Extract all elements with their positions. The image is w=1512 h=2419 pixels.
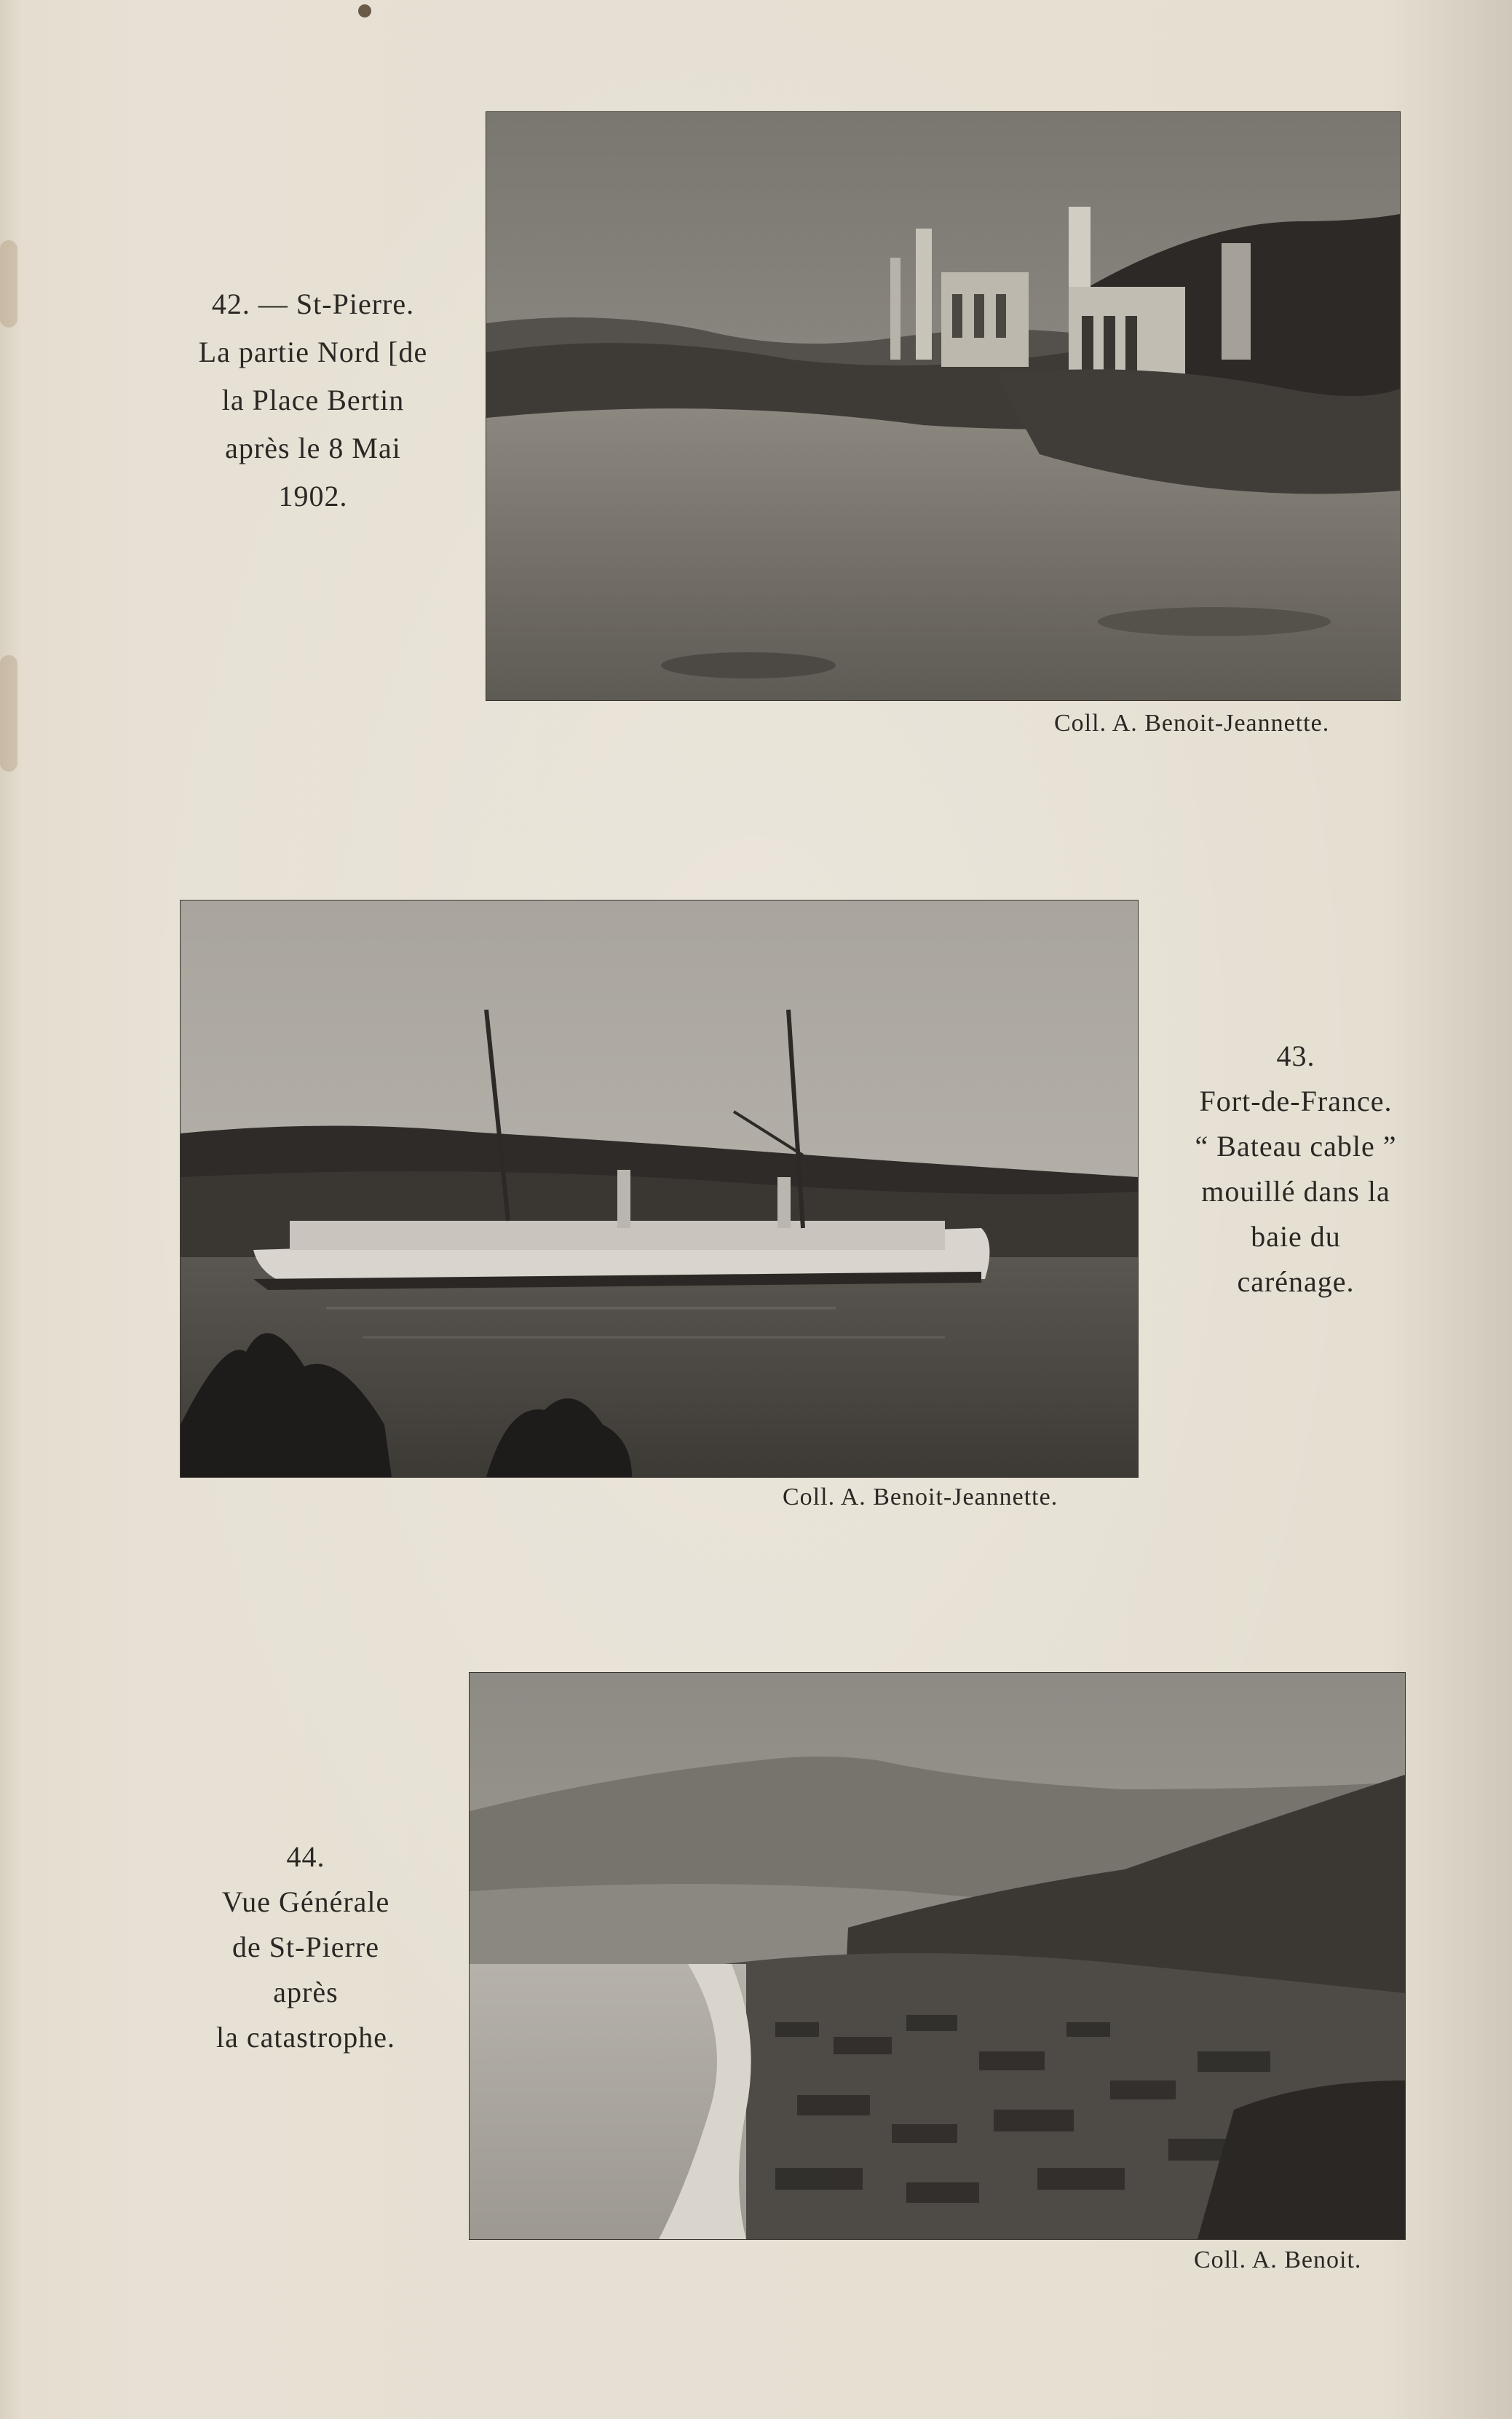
caption-line: la Place Bertin bbox=[221, 384, 405, 416]
plate-43-photo-cable-ship bbox=[181, 900, 1138, 1477]
paper-speck bbox=[358, 4, 371, 17]
caption-line: 42. — St-Pierre. bbox=[211, 288, 415, 320]
plate-42-photo-ruins bbox=[486, 112, 1400, 700]
caption-line: mouillé dans la bbox=[1201, 1175, 1390, 1208]
plate-43-caption bbox=[1150, 1034, 1441, 1304]
plate-44-photo-st-pierre-panorama bbox=[470, 1673, 1405, 2239]
caption-line: de St-Pierre bbox=[232, 1931, 379, 1963]
page-edge-stain bbox=[0, 655, 17, 772]
caption-line: après le 8 Mai bbox=[225, 432, 401, 464]
plate-43-credit: Coll. A. Benoit-Jeannette. bbox=[783, 1484, 1058, 1511]
caption-line: carénage. bbox=[1237, 1265, 1355, 1298]
caption-line: baie du bbox=[1251, 1220, 1341, 1253]
plate-42-caption bbox=[167, 280, 459, 520]
page-edge-stain bbox=[0, 240, 17, 328]
caption-line: 43. bbox=[1276, 1040, 1315, 1072]
caption-line: Fort-de-France. bbox=[1199, 1085, 1393, 1117]
caption-line: après bbox=[273, 1976, 339, 2008]
caption-line: 1902. bbox=[278, 480, 348, 512]
caption-line: Vue Générale bbox=[221, 1885, 390, 1918]
caption-line: La partie Nord [de bbox=[198, 336, 428, 368]
plate-44-caption bbox=[160, 1834, 451, 2060]
caption-line: la catastrophe. bbox=[216, 2021, 395, 2054]
caption-line: 44. bbox=[286, 1840, 325, 1873]
caption-line: “ Bateau cable ” bbox=[1195, 1130, 1397, 1163]
plate-44-credit: Coll. A. Benoit. bbox=[1194, 2246, 1362, 2273]
plate-42-credit: Coll. A. Benoit-Jeannette. bbox=[1054, 710, 1330, 737]
